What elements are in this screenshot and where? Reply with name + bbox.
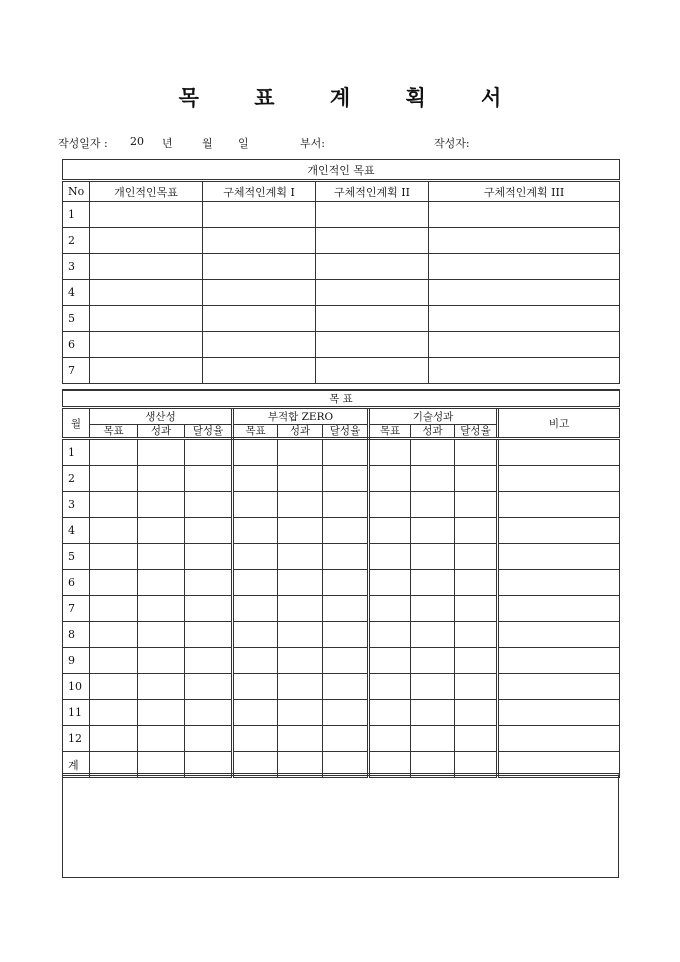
entry-cell[interactable] [185,726,233,752]
remark-cell[interactable] [498,518,620,544]
month-row [63,726,620,752]
entry-cell[interactable] [278,570,323,596]
entry-cell[interactable] [316,202,429,228]
entry-cell[interactable] [369,439,411,466]
entry-cell[interactable] [90,492,138,518]
personal-section-title: 개인적인 목표 [63,160,620,181]
sub-header: 성과 [278,425,323,439]
entry-cell[interactable] [316,358,429,384]
entry-cell[interactable] [185,544,233,570]
month-number: 3 [63,492,90,518]
month-number: 8 [63,622,90,648]
entry-cell[interactable] [138,570,185,596]
remark-cell[interactable] [498,439,620,466]
entry-cell[interactable] [90,202,203,228]
entry-cell[interactable] [369,674,411,700]
entry-cell[interactable] [429,202,620,228]
entry-cell[interactable] [369,622,411,648]
month-number: 10 [63,674,90,700]
entry-cell[interactable] [278,439,323,466]
entry-cell[interactable] [185,674,233,700]
entry-cell[interactable] [90,332,203,358]
remark-cell[interactable] [498,674,620,700]
month-number: 6 [63,570,90,596]
entry-cell[interactable] [455,570,498,596]
entry-cell[interactable] [323,726,369,752]
entry-cell[interactable] [429,228,620,254]
row-number: 5 [63,306,90,332]
month-number: 7 [63,596,90,622]
entry-cell[interactable] [455,648,498,674]
sub-header: 성과 [138,425,185,439]
entry-cell[interactable] [278,726,323,752]
col-header-month: 월 [63,408,90,439]
entry-cell[interactable] [411,544,455,570]
entry-cell[interactable] [278,518,323,544]
entry-cell[interactable] [323,674,369,700]
entry-cell[interactable] [90,254,203,280]
goals-section-title: 목 표 [63,390,620,408]
entry-cell[interactable] [233,544,278,570]
entry-cell[interactable] [233,466,278,492]
entry-cell[interactable] [323,596,369,622]
date-label: 작성일자 : [58,137,108,150]
personal-goals-table [62,159,620,384]
entry-cell[interactable] [138,544,185,570]
row-number: 1 [63,202,90,228]
entry-cell[interactable] [316,306,429,332]
group-header-defect-zero: 부적합 ZERO [233,408,369,425]
entry-cell[interactable] [90,596,138,622]
remark-cell[interactable] [498,726,620,752]
entry-cell[interactable] [90,674,138,700]
entry-cell[interactable] [185,439,233,466]
entry-cell[interactable] [185,700,233,726]
entry-cell[interactable] [278,466,323,492]
entry-cell[interactable] [455,492,498,518]
entry-cell[interactable] [90,280,203,306]
entry-cell[interactable] [138,492,185,518]
entry-cell[interactable] [323,466,369,492]
entry-cell[interactable] [90,466,138,492]
entry-cell[interactable] [185,466,233,492]
month-row [63,674,620,700]
entry-cell[interactable] [411,648,455,674]
remark-cell[interactable] [498,700,620,726]
row-number: 2 [63,228,90,254]
entry-cell[interactable] [455,700,498,726]
entry-cell[interactable] [369,544,411,570]
entry-cell[interactable] [90,306,203,332]
entry-cell[interactable] [185,570,233,596]
entry-cell[interactable] [429,306,620,332]
entry-cell[interactable] [278,544,323,570]
entry-cell[interactable] [203,202,316,228]
entry-cell[interactable] [429,332,620,358]
entry-cell[interactable] [233,648,278,674]
sub-header: 성과 [411,425,455,439]
entry-cell[interactable] [185,492,233,518]
entry-cell[interactable] [411,439,455,466]
year-prefix: 20 [130,135,144,148]
entry-cell[interactable] [233,439,278,466]
month-row [63,622,620,648]
entry-cell[interactable] [369,648,411,674]
personal-row [63,228,620,254]
entry-cell[interactable] [233,492,278,518]
entry-cell[interactable] [369,518,411,544]
group-header-tech-result: 기술성과 [369,408,498,425]
entry-cell[interactable] [323,700,369,726]
month-row [63,544,620,570]
month-row [63,596,620,622]
entry-cell[interactable] [369,726,411,752]
day-unit: 일 [238,137,249,150]
dept-label: 부서: [300,137,325,150]
personal-row [63,280,620,306]
personal-row [63,254,620,280]
entry-cell[interactable] [90,700,138,726]
entry-cell[interactable] [411,700,455,726]
entry-cell[interactable] [185,622,233,648]
entry-cell[interactable] [455,544,498,570]
entry-cell[interactable] [138,596,185,622]
entry-cell[interactable] [90,439,138,466]
entry-cell[interactable] [233,518,278,544]
group-header-productivity: 생산성 [90,408,233,425]
entry-cell[interactable] [323,570,369,596]
month-number: 11 [63,700,90,726]
entry-cell[interactable] [369,466,411,492]
monthly-goals-table [62,389,620,778]
entry-cell[interactable] [203,306,316,332]
entry-cell[interactable] [455,674,498,700]
month-row [63,570,620,596]
entry-cell[interactable] [455,518,498,544]
page-title: 목 표 계 획 서 [178,86,526,110]
entry-cell[interactable] [411,492,455,518]
col-header-personal-goal: 개인적인목표 [90,181,203,202]
entry-cell[interactable] [203,228,316,254]
entry-cell[interactable] [455,439,498,466]
entry-cell[interactable] [369,700,411,726]
entry-cell[interactable] [90,358,203,384]
meta-line [58,135,620,151]
entry-cell[interactable] [203,332,316,358]
entry-cell[interactable] [185,596,233,622]
entry-cell[interactable] [233,622,278,648]
entry-cell[interactable] [455,466,498,492]
entry-cell[interactable] [278,648,323,674]
row-number: 4 [63,280,90,306]
month-row [63,492,620,518]
sub-header: 목표 [90,425,138,439]
month-row [63,466,620,492]
entry-cell[interactable] [90,622,138,648]
remark-cell[interactable] [498,544,620,570]
entry-cell[interactable] [138,648,185,674]
entry-cell[interactable] [90,570,138,596]
entry-cell[interactable] [185,518,233,544]
col-header-plan-3: 구체적인계획 III [429,181,620,202]
remark-cell[interactable] [498,622,620,648]
entry-cell[interactable] [138,466,185,492]
entry-cell[interactable] [278,674,323,700]
entry-cell[interactable] [429,358,620,384]
entry-cell[interactable] [411,674,455,700]
month-row [63,648,620,674]
entry-cell[interactable] [455,622,498,648]
entry-cell[interactable] [203,358,316,384]
entry-cell[interactable] [323,492,369,518]
month-unit: 월 [202,137,213,150]
personal-row [63,358,620,384]
entry-cell[interactable] [411,622,455,648]
month-number: 1 [63,439,90,466]
month-row [63,700,620,726]
sub-header: 달성율 [185,425,233,439]
sub-header: 달성율 [323,425,369,439]
entry-cell[interactable] [429,254,620,280]
entry-cell[interactable] [278,622,323,648]
entry-cell[interactable] [233,726,278,752]
row-number: 3 [63,254,90,280]
entry-cell[interactable] [369,570,411,596]
entry-cell[interactable] [316,254,429,280]
year-unit: 년 [162,137,173,150]
entry-cell[interactable] [411,726,455,752]
month-number: 12 [63,726,90,752]
entry-cell[interactable] [233,700,278,726]
entry-cell[interactable] [455,596,498,622]
entry-cell[interactable] [138,622,185,648]
entry-cell[interactable] [233,674,278,700]
entry-cell[interactable] [90,518,138,544]
month-number: 5 [63,544,90,570]
personal-row [63,306,620,332]
entry-cell[interactable] [90,648,138,674]
entry-cell[interactable] [185,648,233,674]
month-row [63,439,620,466]
entry-cell[interactable] [138,700,185,726]
col-header-remark: 비고 [498,408,620,439]
month-number: 계 [63,752,90,778]
remark-cell[interactable] [498,466,620,492]
row-number: 7 [63,358,90,384]
month-row [63,518,620,544]
month-number: 9 [63,648,90,674]
row-number: 6 [63,332,90,358]
memo-box[interactable] [62,773,619,878]
entry-cell[interactable] [278,596,323,622]
entry-cell[interactable] [90,544,138,570]
entry-cell[interactable] [369,596,411,622]
entry-cell[interactable] [90,726,138,752]
month-number: 2 [63,466,90,492]
entry-cell[interactable] [369,492,411,518]
entry-cell[interactable] [203,254,316,280]
sub-header: 목표 [369,425,411,439]
entry-cell[interactable] [455,726,498,752]
col-header-plan-2: 구체적인계획 II [316,181,429,202]
entry-cell[interactable] [138,439,185,466]
personal-row [63,202,620,228]
entry-cell[interactable] [323,648,369,674]
entry-cell[interactable] [90,228,203,254]
entry-cell[interactable] [278,700,323,726]
entry-cell[interactable] [411,466,455,492]
entry-cell[interactable] [233,596,278,622]
entry-cell[interactable] [411,596,455,622]
remark-cell[interactable] [498,596,620,622]
entry-cell[interactable] [316,280,429,306]
entry-cell[interactable] [316,332,429,358]
entry-cell[interactable] [233,570,278,596]
personal-row [63,332,620,358]
col-header-plan-1: 구체적인계획 I [203,181,316,202]
remark-cell[interactable] [498,570,620,596]
sub-header: 목표 [233,425,278,439]
remark-cell[interactable] [498,492,620,518]
month-number: 4 [63,518,90,544]
entry-cell[interactable] [411,518,455,544]
entry-cell[interactable] [323,518,369,544]
author-label: 작성자: [434,137,470,150]
entry-cell[interactable] [323,622,369,648]
entry-cell[interactable] [316,228,429,254]
sub-header: 달성율 [455,425,498,439]
entry-cell[interactable] [411,570,455,596]
remark-cell[interactable] [498,648,620,674]
entry-cell[interactable] [138,518,185,544]
col-header-no: No [63,181,90,202]
entry-cell[interactable] [138,674,185,700]
entry-cell[interactable] [323,439,369,466]
entry-cell[interactable] [138,726,185,752]
entry-cell[interactable] [323,544,369,570]
entry-cell[interactable] [203,280,316,306]
entry-cell[interactable] [278,492,323,518]
entry-cell[interactable] [429,280,620,306]
